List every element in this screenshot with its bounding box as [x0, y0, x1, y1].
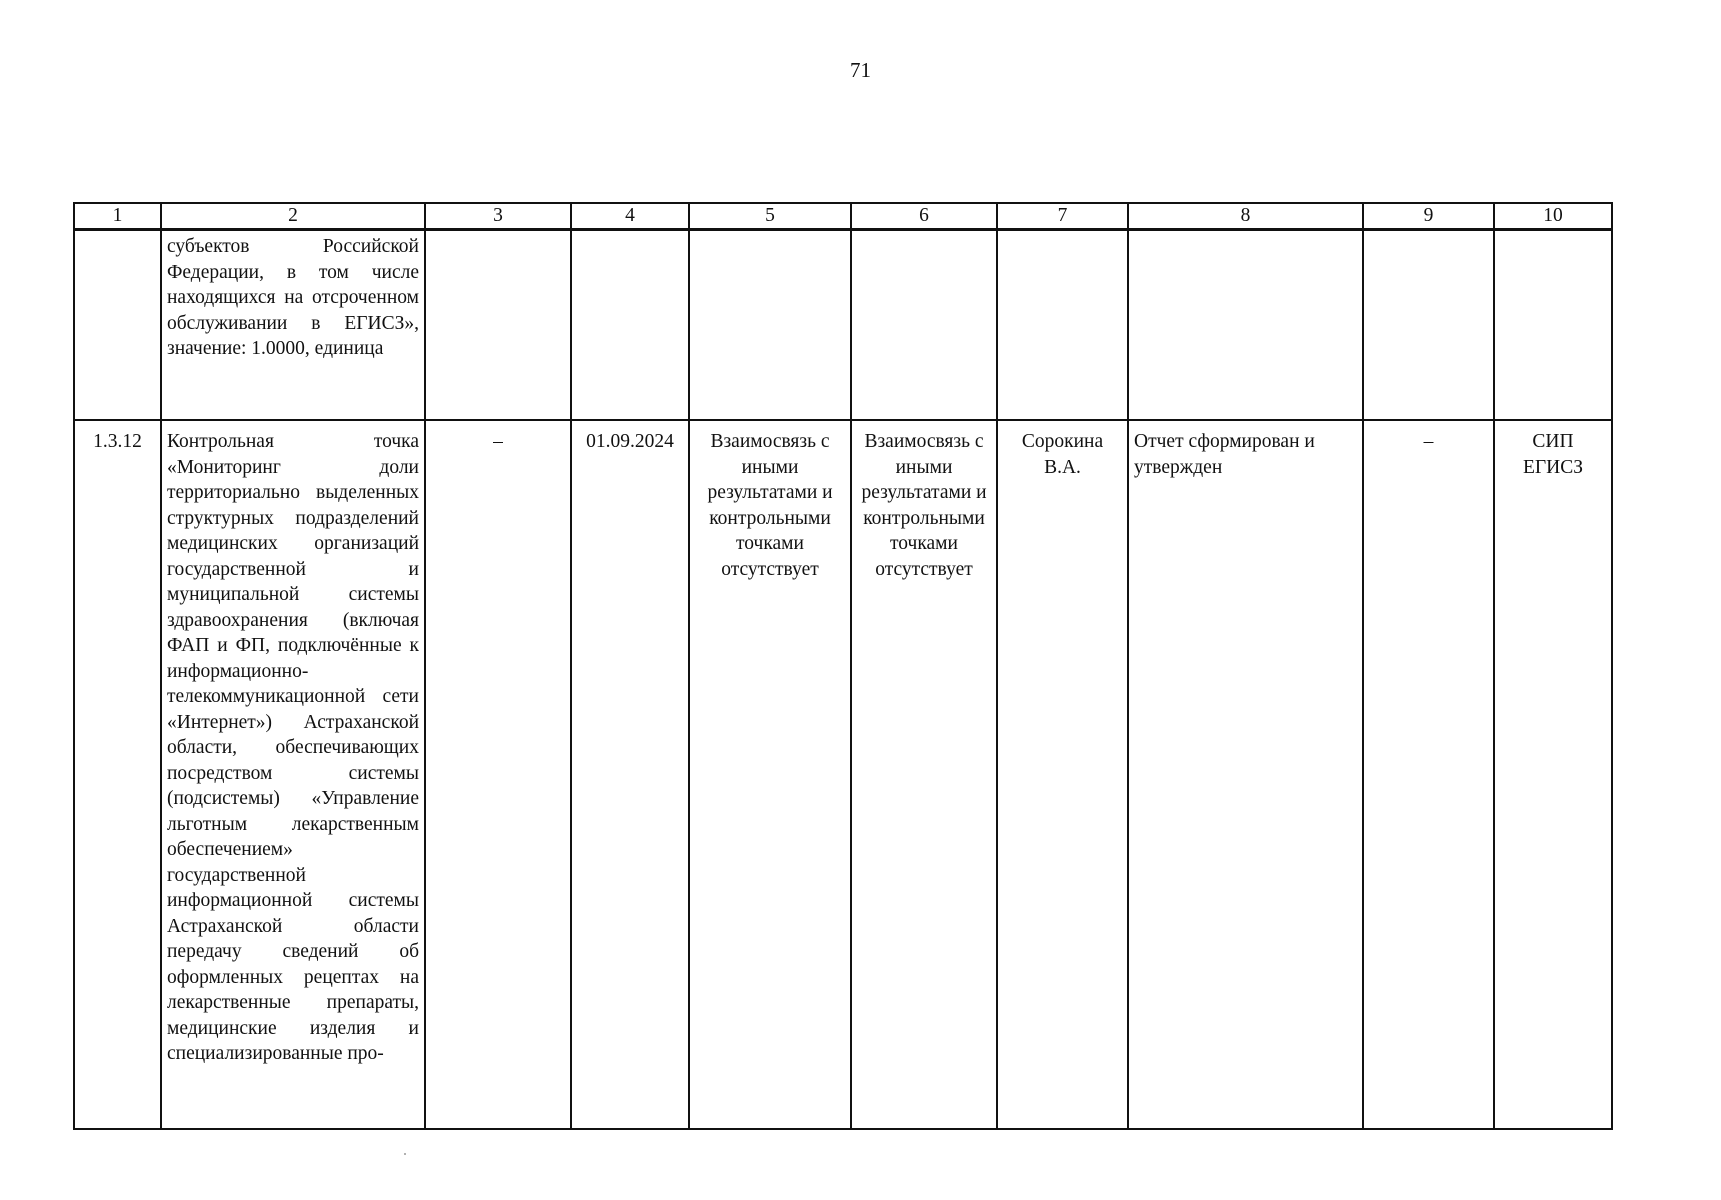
cell-system: СИП ЕГИСЗ [1494, 420, 1612, 1129]
cell-date [571, 230, 689, 421]
cell-date: 01.09.2024 [571, 420, 689, 1129]
table-row [74, 420, 1612, 1129]
cell-col3 [425, 230, 571, 421]
cell-system [1494, 230, 1612, 421]
cell-number: 1.3.12 [74, 420, 161, 1129]
column-header: 9 [1363, 203, 1494, 230]
cell-relation-alt [851, 230, 997, 421]
column-header: 4 [571, 203, 689, 230]
column-header: 8 [1128, 203, 1363, 230]
cell-number [74, 230, 161, 421]
cell-col9: – [1363, 420, 1494, 1129]
column-header: 2 [161, 203, 425, 230]
cell-responsible: Сорокина В.А. [997, 420, 1128, 1129]
cell-col3: – [425, 420, 571, 1129]
scan-speck [404, 1153, 406, 1155]
column-header: 10 [1494, 203, 1612, 230]
cell-col9 [1363, 230, 1494, 421]
table-row [74, 230, 1612, 421]
plan-table [73, 202, 1613, 1130]
column-header: 7 [997, 203, 1128, 230]
cell-relation [689, 230, 851, 421]
cell-name: субъектов Российской Федерации, в том числе находящихся на отсроченном обслуживании в ЕГИСЗ», значение: 1.0000, единица [161, 230, 425, 421]
cell-result [1128, 230, 1363, 421]
cell-relation-alt: Взаимосвязь с иными результатами и контрольными точками отсутствует [851, 420, 997, 1129]
page-number: 71 [850, 58, 871, 82]
cell-result: Отчет сформирован и утвержден [1128, 420, 1363, 1129]
cell-responsible [997, 230, 1128, 421]
column-header: 5 [689, 203, 851, 230]
column-header: 1 [74, 203, 161, 230]
cell-name: Контрольная точка «Мониторинг доли территориально выделенных структурных подразделений медицинских организаций государственной и муниципальной системы здравоохранения (включая ФАП и ФП, подключённые к информационно-телекоммуникационной сети «Интернет») Астраханской области, обеспечивающих посредством системы (подсистемы) «Управление льготным лекарственным обеспечением» государственной информационной системы Астраханской области передачу сведений об оформленных рецептах на лекарственные препараты, медицинские изделия и специализированные про- [161, 420, 425, 1129]
header-row [74, 203, 1612, 230]
column-header: 3 [425, 203, 571, 230]
cell-relation: Взаимосвязь с иными результатами и контрольными точками отсутствует [689, 420, 851, 1129]
column-header: 6 [851, 203, 997, 230]
